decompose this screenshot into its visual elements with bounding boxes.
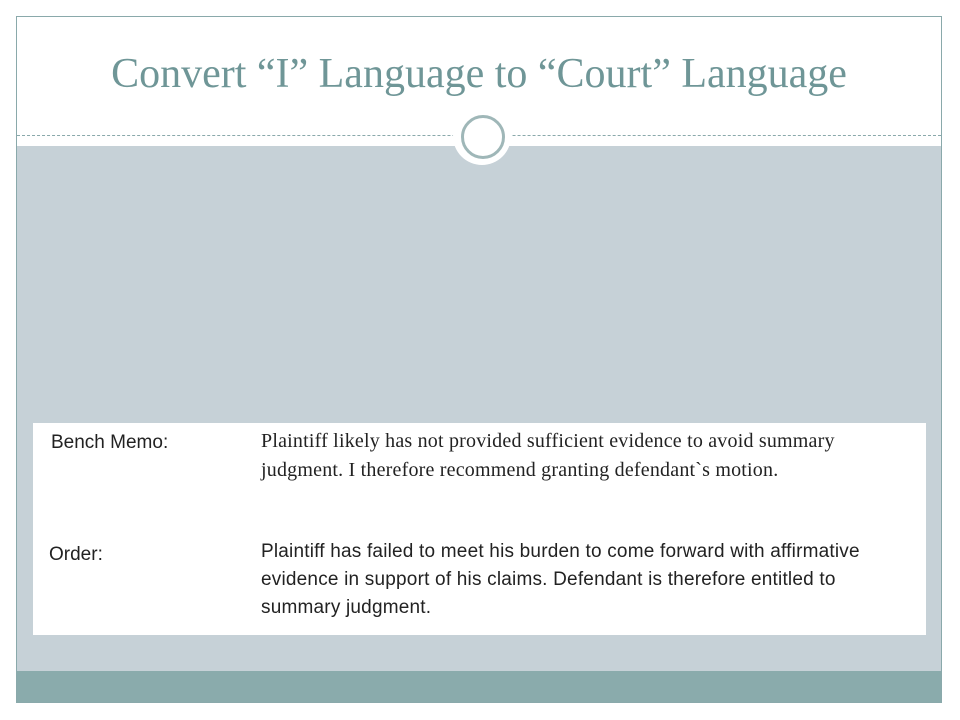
- bench-memo-text: Plaintiff likely has not provided sufficient evidence to avoid summary judgment. I therefore recommend granting defendant`s motion.: [261, 430, 835, 481]
- content-area: [17, 146, 941, 671]
- memo-comparison-image: [33, 423, 926, 635]
- footer-band: [17, 671, 941, 702]
- circle-ring-icon: [461, 115, 505, 159]
- slide-title: Convert “I” Language to “Court” Language: [111, 51, 847, 97]
- bench-memo-label: Bench Memo:: [51, 432, 169, 453]
- slide: [16, 16, 942, 703]
- order-label: Order:: [49, 544, 103, 565]
- order-text: Plaintiff has failed to meet his burden to come forward with affirmative evidence in support of his claims. Defendant is therefore entitled to summary judgment.: [261, 541, 860, 618]
